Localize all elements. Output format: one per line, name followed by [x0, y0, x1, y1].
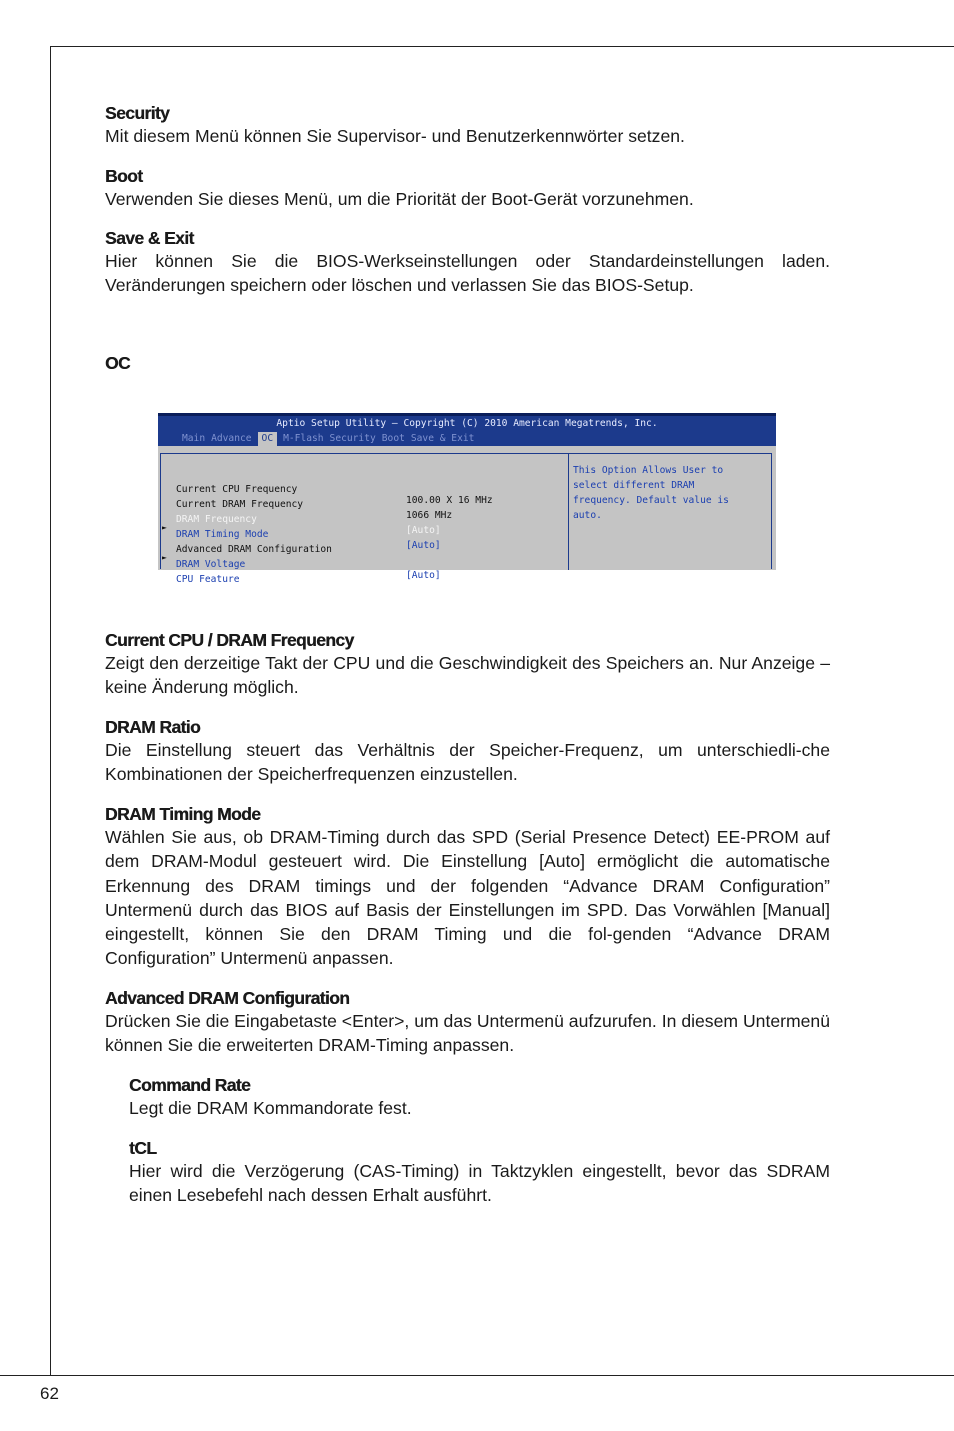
section-text: Die Einstellung steuert das Verhältnis der Speicher-Frequenz, um unterschiedli-che Kombinationen der Speicherfrequenzen einzustellen.	[105, 740, 830, 785]
page-left-rule	[50, 46, 51, 1376]
bios-tab-m-flash[interactable]: M-Flash	[283, 433, 324, 444]
section-heading: Command Rate	[129, 1075, 251, 1095]
bios-screenshot	[158, 413, 776, 585]
bios-help-text: This Option Allows User to select different DRAM frequency. Default value is auto.	[573, 465, 729, 521]
section-command-rate	[129, 1074, 830, 1120]
section-security	[105, 102, 830, 148]
section-text: Zeigt den derzeitige Takt der CPU und die Geschwindigkeit des Speichers an. Nur Anzeige – keine Änderung möglich.	[105, 653, 830, 698]
bios-title: Aptio Setup Utility – Copyright (C) 2010 American Megatrends, Inc.	[276, 418, 658, 429]
bios-tab-advance[interactable]: Advance	[211, 433, 252, 444]
section-boot	[105, 165, 830, 211]
bios-row-dram-voltage[interactable]: DRAM Voltage [Auto]	[176, 559, 441, 581]
section-current-cpu-dram-frequency	[105, 629, 830, 700]
section-heading: Boot	[105, 166, 143, 186]
bios-row-dram-timing-mode[interactable]: DRAM Timing Mode [Auto]	[176, 529, 441, 551]
section-heading: Current CPU / DRAM Frequency	[105, 630, 354, 650]
bios-tab-boot[interactable]: Boot	[381, 433, 405, 444]
section-text: Wählen Sie aus, ob DRAM-Timing durch das SPD (Serial Presence Detect) EE-PROM auf dem DRAM-Modul gesteuert wird. Die Einstellung [Auto] ermöglicht die automatische Erkennung des DRAM timings und der folgenden “Advance DRAM Configuration” Untermenü durch das BIOS auf Basis der Einstellungen im SPD. Das Vorwählen [Manual] eingestellt, können Sie den DRAM Timing und die fol-genden “Advance DRAM Configuration” Untermenü anpassen.	[105, 827, 830, 969]
submenu-arrow-icon: ►	[162, 523, 167, 532]
section-advanced-dram-configuration	[105, 987, 830, 1058]
section-heading: tCL	[129, 1138, 157, 1158]
section-heading: DRAM Timing Mode	[105, 804, 261, 824]
section-text: Verwenden Sie dieses Menü, um die Priorität der Boot-Gerät vorzunehmen.	[105, 189, 694, 209]
section-text: Mit diesem Menü können Sie Supervisor- und Benutzerkennwörter setzen.	[105, 126, 685, 146]
section-heading: Security	[105, 103, 170, 123]
section-dram-timing-mode	[105, 803, 830, 971]
bios-tab-save-exit[interactable]: Save & Exit	[410, 433, 475, 444]
page-bottom-rule	[0, 1375, 954, 1376]
section-oc	[105, 352, 830, 374]
section-text: Drücken Sie die Eingabetaste <Enter>, um das Untermenü aufzurufen. In diesem Untermenü können Sie die erweiterten DRAM-Timing anpassen.	[105, 1011, 830, 1056]
section-save-exit	[105, 227, 830, 298]
page-number: 62	[40, 1384, 59, 1403]
section-heading: OC	[105, 353, 131, 373]
section-heading: DRAM Ratio	[105, 717, 201, 737]
submenu-arrow-icon: ►	[162, 553, 167, 562]
bios-header	[158, 413, 776, 446]
section-text: Hier wird die Verzögerung (CAS-Timing) in Taktzyklen eingestellt, bevor das SDRAM einen Lesebefehl nach dessen Erhalt ausführt.	[129, 1161, 830, 1206]
bios-tab-security[interactable]: Security	[329, 433, 376, 444]
bios-tab-oc[interactable]: OC	[258, 432, 278, 446]
page-top-rule	[50, 46, 954, 47]
section-text: Hier können Sie die BIOS-Werkseinstellungen oder Standardeinstellungen laden. Veränderungen speichern oder löschen und verlassen Sie das BIOS-Setup.	[105, 251, 830, 296]
section-text: Legt die DRAM Kommandorate fest.	[129, 1098, 412, 1118]
bios-tab-bar	[182, 433, 480, 446]
section-heading: Advanced DRAM Configuration	[105, 988, 350, 1008]
bios-row-dram-frequency-current: Current DRAM Frequency 1066 MHz	[176, 499, 453, 521]
bios-row-cpu-frequency: Current CPU Frequency 100.00 X 16 MHz	[176, 484, 493, 506]
bios-row-advanced-dram-configuration[interactable]: ► Advanced DRAM Configuration	[162, 523, 332, 555]
bios-row-dram-frequency[interactable]: DRAM Frequency [Auto]	[176, 514, 441, 536]
bios-panel-divider	[568, 453, 569, 570]
section-heading: Save & Exit	[105, 228, 194, 248]
bios-row-cpu-feature[interactable]: ► CPU Feature	[162, 553, 240, 585]
section-dram-ratio	[105, 716, 830, 787]
bios-tab-main[interactable]: Main	[182, 433, 206, 444]
section-tcl	[129, 1137, 830, 1208]
